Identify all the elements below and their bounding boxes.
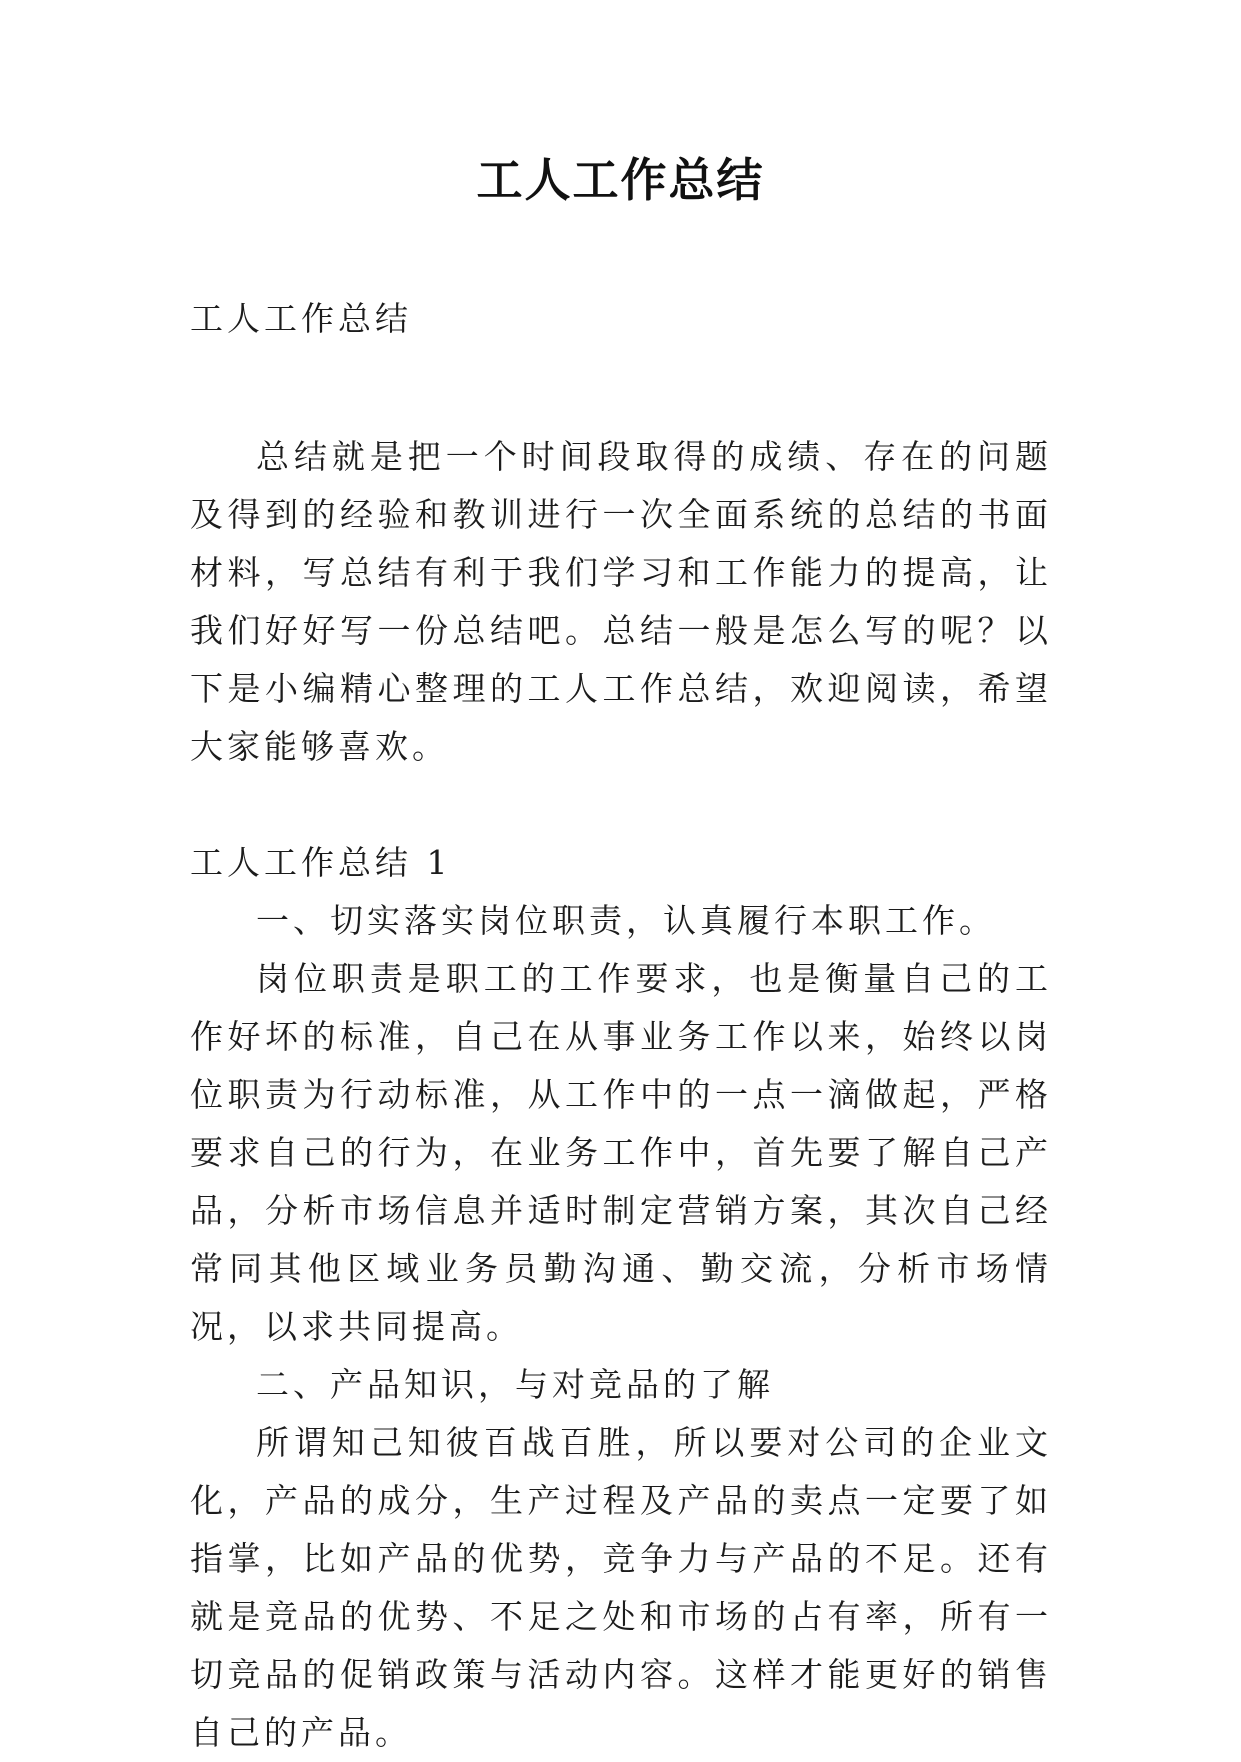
section-heading: 工人工作总结 1: [190, 843, 452, 882]
point-1-paragraph: 岗位职责是职工的工作要求，也是衡量自己的工作好坏的标准，自己在从事业务工作以来，始终以岗位职责为行动标准，从工作中的一点一滴做起，严格要求自己的行为，在业务工作中，首先要了解自己产品，分析市场信息并适时制定营销方案，其次自己经常同其他区域业务员勤沟通、勤交流，分析市场情况，以求共同提高。: [190, 959, 1052, 1346]
document-body: [190, 290, 1052, 1762]
point-2-paragraph: 所谓知己知彼百战百胜，所以要对公司的企业文化，产品的成分，生产过程及产品的卖点一定要了如指掌，比如产品的优势，竞争力与产品的不足。还有就是竞品的优势、不足之处和市场的占有率，所有一切竞品的促销政策与活动内容。这样才能更好的销售自己的产品。: [190, 1423, 1052, 1752]
intro-paragraph: 总结就是把一个时间段取得的成绩、存在的问题及得到的经验和教训进行一次全面系统的总结的书面材料，写总结有利于我们学习和工作能力的提高，让我们好好写一份总结吧。总结一般是怎么写的呢？以下是小编精心整理的工人工作总结，欢迎阅读，希望大家能够喜欢。: [190, 437, 1052, 766]
point-1-heading: 一、切实落实岗位职责，认真履行本职工作。: [256, 901, 996, 940]
point-2-heading: 二、产品知识，与对竞品的了解: [256, 1365, 774, 1404]
document-title: 工人工作总结: [476, 153, 765, 207]
document-subtitle: 工人工作总结: [190, 299, 412, 338]
